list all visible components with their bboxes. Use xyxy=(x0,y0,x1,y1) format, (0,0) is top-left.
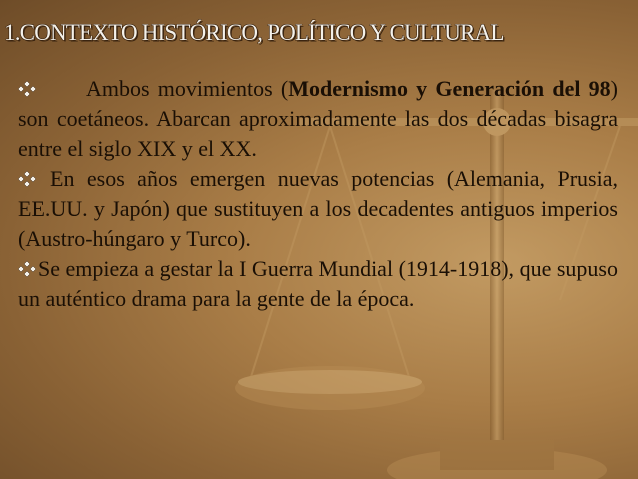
four-diamond-bullet-icon xyxy=(18,171,36,187)
bullet-2-text: En esos años emergen nuevas potencias (Alemania, Prusia, EE.UU. y Japón) que sustituyen a los decadentes antiguos imperios (Austro-húngaro y Turco). xyxy=(18,166,618,251)
four-diamond-bullet-icon xyxy=(18,81,36,97)
bullet-3-text: Se empieza a gestar la I Guerra Mundial (1914-1918), que supuso un auténtico drama para la gente de la época. xyxy=(18,256,618,311)
bullet-item-3 xyxy=(18,254,618,314)
bullet-1-text-before: Ambos movimientos ( xyxy=(86,76,289,101)
bullet-1-bold-text: Modernismo y Generación del 98 xyxy=(288,76,611,101)
bullet-1-text-after: ) son coetáneos. Abarcan aproximadamente las dos décadas bisagra entre el siglo XIX y el XX. xyxy=(18,76,618,161)
slide-title: 1.CONTEXTO HISTÓRICO, POLÍTICO Y CULTURAL xyxy=(4,20,504,45)
bullet-list xyxy=(18,74,618,314)
bullet-item-1 xyxy=(18,74,618,164)
four-diamond-bullet-icon xyxy=(18,261,36,277)
bullet-item-2 xyxy=(18,164,618,254)
